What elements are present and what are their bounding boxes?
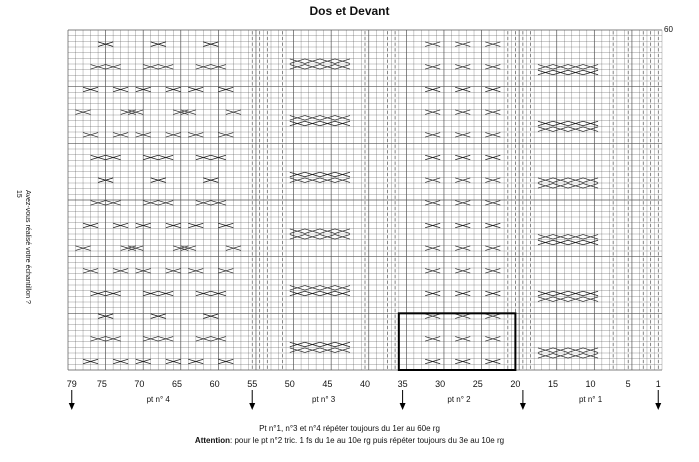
column-label: 15	[547, 379, 558, 389]
cable-cross-mark	[485, 110, 500, 115]
cable-cross-mark	[425, 42, 440, 47]
cable-cross-mark	[485, 65, 500, 70]
attention-text: : pour le pt n°2 tric. 1 fs du 1e au 10e rg puis répéter toujours du 3e au 10e rg	[230, 436, 505, 445]
column-label: 35	[397, 379, 408, 389]
cable-cross-mark	[320, 59, 335, 64]
cable-cross-mark	[583, 240, 598, 245]
column-label: 50	[284, 379, 295, 389]
pattern-label: pt n° 1	[578, 395, 603, 404]
cable-cross-mark	[568, 184, 583, 189]
attention-label: Attention	[194, 436, 231, 445]
cable-cross-mark	[485, 269, 500, 274]
cable-cross-mark	[553, 121, 568, 126]
cable-cross-mark	[538, 235, 553, 240]
cable-cross-mark	[335, 342, 350, 347]
cable-cross-mark	[425, 291, 440, 296]
cable-cross-mark	[568, 348, 583, 353]
down-arrow-icon	[400, 390, 406, 410]
cable-cross-mark	[290, 342, 305, 347]
column-label: 10	[585, 379, 596, 389]
cable-cross-mark	[320, 229, 335, 234]
cable-cross-mark	[583, 65, 598, 70]
cable-cross-mark	[485, 178, 500, 183]
cable-cross-mark	[568, 235, 583, 240]
cable-cross-mark	[553, 291, 568, 296]
cable-cross-mark	[485, 291, 500, 296]
cable-cross-mark	[425, 178, 440, 183]
column-label: 30	[435, 379, 446, 389]
cable-cross-mark	[455, 178, 470, 183]
grid-lines	[68, 30, 662, 370]
cable-cross-mark	[553, 127, 568, 132]
cable-cross-mark	[425, 155, 440, 160]
cable-cross-mark	[290, 348, 305, 353]
cable-cross-mark	[455, 314, 470, 319]
cable-cross-mark	[305, 235, 320, 240]
cable-cross-mark	[538, 240, 553, 245]
cable-cross-mark	[485, 246, 500, 251]
column-label: 79	[66, 379, 77, 389]
cable-cross-mark	[320, 121, 335, 126]
cable-cross-mark	[538, 127, 553, 132]
cable-cross-mark	[583, 297, 598, 302]
cable-cross-mark	[335, 229, 350, 234]
cable-cross-mark	[568, 297, 583, 302]
column-label: 65	[172, 379, 183, 389]
cable-cross-mark	[335, 291, 350, 296]
cable-cross-mark	[455, 133, 470, 138]
cable-cross-mark	[305, 178, 320, 183]
column-label: 75	[96, 379, 107, 389]
cable-cross-mark	[455, 87, 470, 92]
cable-cross-mark	[335, 172, 350, 177]
cable-cross-mark	[583, 184, 598, 189]
column-label: 40	[359, 379, 371, 389]
cable-cross-mark	[455, 110, 470, 115]
side-note-text: Avez-vous réalisé votre échantillon ?	[24, 190, 31, 304]
cable-cross-mark	[290, 172, 305, 177]
cable-cross-mark	[538, 65, 553, 70]
cable-cross-mark	[568, 121, 583, 126]
cable-cross-mark	[305, 229, 320, 234]
down-arrow-icon	[69, 390, 75, 410]
cable-cross-mark	[553, 178, 568, 183]
cable-cross-mark	[290, 59, 305, 64]
cable-cross-mark	[455, 291, 470, 296]
cable-cross-mark	[425, 65, 440, 70]
cable-cross-mark	[455, 42, 470, 47]
cable-cross-mark	[553, 348, 568, 353]
cable-cross-mark	[425, 201, 440, 206]
cable-cross-mark	[425, 223, 440, 228]
attention-note	[0, 436, 699, 445]
cable-cross-mark	[485, 223, 500, 228]
cable-cross-mark	[583, 348, 598, 353]
cable-cross-mark	[538, 184, 553, 189]
cable-cross-mark	[553, 65, 568, 70]
cable-cross-mark	[568, 240, 583, 245]
cable-cross-mark	[455, 359, 470, 364]
cable-cross-mark	[485, 42, 500, 47]
cable-cross-mark	[290, 116, 305, 121]
cable-cross-mark	[583, 235, 598, 240]
cable-cross-mark	[320, 178, 335, 183]
cable-cross-mark	[538, 297, 553, 302]
cable-cross-mark	[553, 70, 568, 75]
cable-cross-mark	[568, 70, 583, 75]
cable-cross-mark	[305, 59, 320, 64]
cable-cross-mark	[320, 348, 335, 353]
cable-cross-mark	[305, 65, 320, 70]
cable-cross-mark	[485, 314, 500, 319]
column-label: 55	[247, 379, 258, 389]
column-label: 60	[209, 379, 220, 389]
cable-cross-mark	[568, 65, 583, 70]
cable-cross-mark	[455, 65, 470, 70]
cable-cross-mark	[538, 178, 553, 183]
cable-cross-mark	[485, 155, 500, 160]
cable-cross-mark	[305, 172, 320, 177]
cable-cross-mark	[538, 121, 553, 126]
cable-cross-mark	[305, 342, 320, 347]
cable-cross-mark	[335, 286, 350, 291]
column-label: 70	[134, 379, 145, 389]
cable-cross-mark	[335, 116, 350, 121]
cable-cross-mark	[485, 201, 500, 206]
cable-cross-mark	[425, 359, 440, 364]
cable-cross-mark	[290, 286, 305, 291]
cable-cross-mark	[335, 178, 350, 183]
repeat-note: Pt n°1, n°3 et n°4 répéter toujours du 1er au 60e rg	[259, 424, 440, 433]
cable-cross-mark	[305, 121, 320, 126]
column-label: 5	[625, 379, 631, 389]
cable-cross-mark	[290, 121, 305, 126]
cable-cross-mark	[538, 348, 553, 353]
side-note-page: 15	[15, 190, 22, 198]
down-arrow-icon	[249, 390, 255, 410]
cable-cross-mark	[538, 70, 553, 75]
cable-cross-mark	[425, 269, 440, 274]
cable-cross-mark	[320, 172, 335, 177]
cable-cross-mark	[335, 235, 350, 240]
cable-cross-mark	[455, 201, 470, 206]
cable-cross-mark	[455, 337, 470, 342]
pattern-label: pt n° 3	[312, 395, 336, 404]
cable-cross-mark	[320, 235, 335, 240]
top-row-label: 60	[664, 25, 673, 34]
cable-cross-mark	[305, 291, 320, 296]
pattern-label: pt n° 2	[447, 395, 471, 404]
cable-cross-mark	[568, 354, 583, 359]
cable-cross-mark	[583, 127, 598, 132]
cable-cross-mark	[305, 286, 320, 291]
cable-cross-mark	[425, 133, 440, 138]
cable-cross-mark	[553, 235, 568, 240]
cable-cross-mark	[553, 297, 568, 302]
cable-cross-mark	[305, 348, 320, 353]
down-arrow-icon	[520, 390, 526, 410]
cable-cross-mark	[425, 246, 440, 251]
cable-cross-mark	[290, 65, 305, 70]
cable-cross-mark	[425, 87, 440, 92]
cable-cross-mark	[425, 110, 440, 115]
cable-cross-mark	[583, 291, 598, 296]
cable-cross-mark	[583, 121, 598, 126]
cable-cross-mark	[290, 178, 305, 183]
cable-cross-mark	[553, 354, 568, 359]
cable-cross-mark	[290, 291, 305, 296]
cable-cross-mark	[320, 291, 335, 296]
cable-cross-mark	[538, 354, 553, 359]
cable-cross-mark	[485, 133, 500, 138]
cable-cross-mark	[425, 337, 440, 342]
cable-cross-mark	[335, 348, 350, 353]
cable-cross-mark	[553, 240, 568, 245]
down-arrow-icon	[655, 390, 661, 410]
cable-cross-mark	[485, 359, 500, 364]
cable-cross-mark	[290, 229, 305, 234]
cable-cross-mark	[305, 116, 320, 121]
cable-cross-mark	[455, 269, 470, 274]
cable-cross-mark	[553, 184, 568, 189]
column-label: 45	[322, 379, 333, 389]
cable-cross-mark	[455, 246, 470, 251]
cable-cross-mark	[583, 178, 598, 183]
cable-cross-mark	[583, 354, 598, 359]
cable-cross-mark	[320, 65, 335, 70]
cable-cross-mark	[335, 65, 350, 70]
cable-cross-mark	[455, 223, 470, 228]
cable-cross-mark	[568, 178, 583, 183]
pattern-label: pt n° 4	[146, 395, 170, 404]
cable-cross-mark	[320, 286, 335, 291]
cable-cross-mark	[320, 116, 335, 121]
cable-cross-mark	[568, 127, 583, 132]
cable-cross-mark	[455, 155, 470, 160]
page-title: Dos et Devant	[309, 4, 390, 18]
cable-cross-mark	[538, 291, 553, 296]
cable-cross-mark	[485, 337, 500, 342]
cable-cross-mark	[425, 314, 440, 319]
cable-cross-mark	[335, 59, 350, 64]
column-label: 20	[510, 379, 521, 389]
cable-cross-mark	[290, 235, 305, 240]
column-label: 1	[655, 379, 661, 389]
cable-cross-mark	[583, 70, 598, 75]
cable-cross-mark	[320, 342, 335, 347]
cable-cross-mark	[568, 291, 583, 296]
cable-cross-mark	[335, 121, 350, 126]
cable-cross-mark	[485, 87, 500, 92]
column-label: 25	[472, 379, 483, 389]
